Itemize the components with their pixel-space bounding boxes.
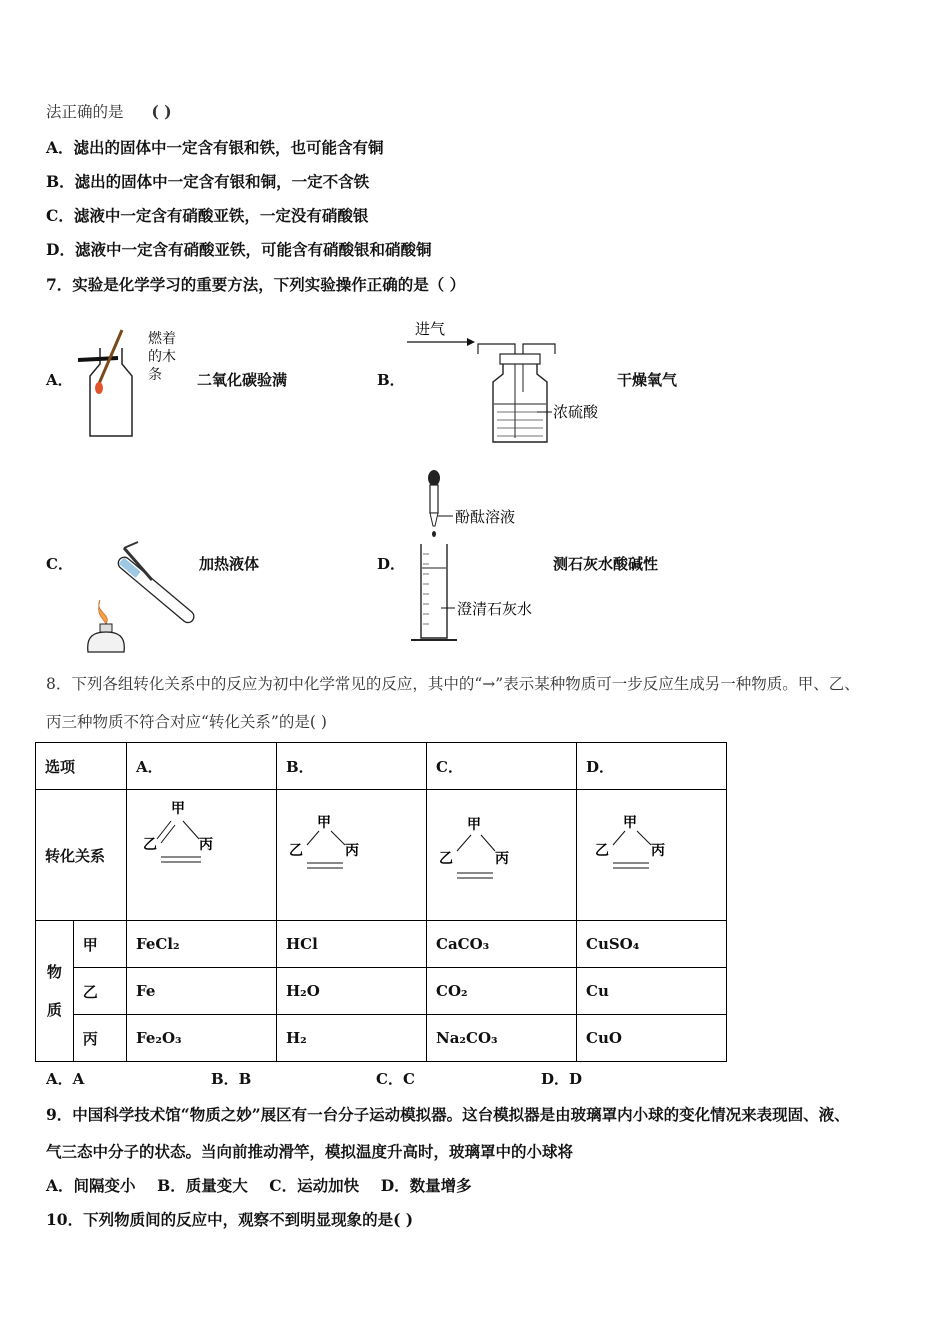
burning-stick-label: 燃着的木条	[148, 331, 176, 383]
gas-drying-figure	[405, 316, 615, 451]
node-jia: 甲	[467, 817, 481, 833]
q7-option-c-caption: 加热液体	[199, 555, 260, 573]
q8-answer-c: C．C	[376, 1070, 415, 1088]
node-bing: 丙	[651, 843, 665, 859]
node-yi: 乙	[143, 837, 157, 853]
table-header-row	[36, 743, 727, 790]
node-jia: 甲	[623, 815, 637, 831]
cell-d-bing: CuO	[577, 1015, 727, 1062]
header-option: 选项	[36, 743, 127, 790]
table-row	[36, 1015, 727, 1062]
cell-c-jia: CaCO₃	[427, 921, 577, 968]
header-b: B．	[277, 743, 427, 790]
header-d: D．	[577, 743, 727, 790]
table-row	[36, 921, 727, 968]
relation-diagram-c	[427, 790, 577, 921]
row-label-yi: 乙	[73, 968, 126, 1015]
relation-label: 转化关系	[36, 790, 127, 921]
q8-stem-line1: 8．下列各组转化关系中的反应为初中化学常见的反应，其中的“→”表示某种物质可一步反应生成另一种物质。甲、乙、	[46, 675, 860, 693]
cell-b-bing: H₂	[277, 1015, 427, 1062]
alkalinity-test-figure	[405, 468, 565, 653]
cell-c-yi: CO₂	[427, 968, 577, 1015]
inlet-label: 进气	[415, 320, 446, 338]
relation-diagram-d	[577, 790, 727, 921]
q8-answer-d: D．D	[541, 1070, 583, 1088]
q9-stem-line1: 9．中国科学技术馆“物质之妙”展区有一台分子运动模拟器。这台模拟器是由玻璃罩内小球的变化情况来表现固、液、	[46, 1105, 850, 1124]
co2-test-figure	[78, 328, 198, 443]
q8-stem-line2: 丙三种物质不符合对应“转化关系”的是( )	[46, 713, 327, 731]
cell-b-yi: H₂O	[277, 968, 427, 1015]
row-label-bing: 丙	[73, 1015, 126, 1062]
cell-d-jia: CuSO₄	[577, 921, 727, 968]
q7-option-b-caption: 干燥氧气	[617, 371, 678, 389]
header-c: C．	[427, 743, 577, 790]
table-row	[36, 968, 727, 1015]
node-yi: 乙	[289, 843, 303, 859]
q7-option-b-letter: B．	[377, 371, 405, 389]
q7-option-a-letter: A．	[46, 371, 73, 389]
relation-diagram-a	[127, 790, 277, 921]
q7-option-a-caption: 二氧化碳验满	[197, 371, 288, 389]
limewater-label: 澄清石灰水	[457, 600, 533, 618]
q7-option-c-letter: C．	[46, 555, 73, 573]
q8-answer-b: B．B	[211, 1070, 252, 1088]
cell-b-jia: HCl	[277, 921, 427, 968]
node-yi: 乙	[439, 851, 453, 867]
triangle-diagram-c	[427, 793, 567, 913]
q6-option-a: A．滤出的固体中一定含有银和铁，也可能含有铜	[46, 138, 384, 157]
cell-a-jia: FeCl₂	[127, 921, 277, 968]
row-label-jia: 甲	[73, 921, 126, 968]
node-bing: 丙	[345, 843, 359, 859]
q7-option-d-caption: 测石灰水酸碱性	[553, 555, 659, 573]
q7-option-d-letter: D．	[377, 555, 406, 573]
q7-stem: 7．实验是化学学习的重要方法，下列实验操作正确的是（ ）	[46, 275, 466, 294]
triangle-diagram-d	[577, 793, 717, 913]
relation-diagram-b	[277, 790, 427, 921]
cell-a-bing: Fe₂O₃	[127, 1015, 277, 1062]
node-bing: 丙	[199, 837, 213, 853]
substance-label: 物质	[36, 921, 74, 1062]
cell-d-yi: Cu	[577, 968, 727, 1015]
cell-c-bing: Na₂CO₃	[427, 1015, 577, 1062]
q8-table	[35, 742, 727, 1062]
q9-options: A．间隔变小 B．质量变大 C．运动加快 D．数量增多	[46, 1176, 472, 1195]
node-bing: 丙	[495, 851, 509, 867]
relation-row	[36, 790, 727, 921]
node-jia: 甲	[317, 815, 331, 831]
triangle-diagram-b	[277, 793, 417, 913]
header-a: A．	[127, 743, 277, 790]
q6-option-c: C．滤液中一定含有硝酸亚铁，一定没有硝酸银	[46, 206, 369, 225]
sulfuric-acid-label: 浓硫酸	[553, 403, 599, 421]
node-yi: 乙	[595, 843, 609, 859]
cell-a-yi: Fe	[127, 968, 277, 1015]
phenolphthalein-label: 酚酞溶液	[455, 508, 516, 526]
q6-option-d: D．滤液中一定含有硝酸亚铁，可能含有硝酸银和硝酸铜	[46, 240, 432, 259]
heating-liquid-figure	[80, 540, 195, 655]
q6-stem-tail: 法正确的是 ( )	[46, 102, 172, 121]
node-jia: 甲	[171, 801, 185, 817]
q8-answer-a: A．A	[46, 1070, 85, 1088]
triangle-diagram-a	[127, 793, 267, 913]
q9-stem-line2: 气三态中分子的状态。当向前推动滑竿，模拟温度升高时，玻璃罩中的小球将	[46, 1142, 574, 1161]
q6-option-b: B．滤出的固体中一定含有银和铜，一定不含铁	[46, 172, 370, 191]
q10-stem: 10．下列物质间的反应中，观察不到明显现象的是( )	[46, 1210, 414, 1229]
